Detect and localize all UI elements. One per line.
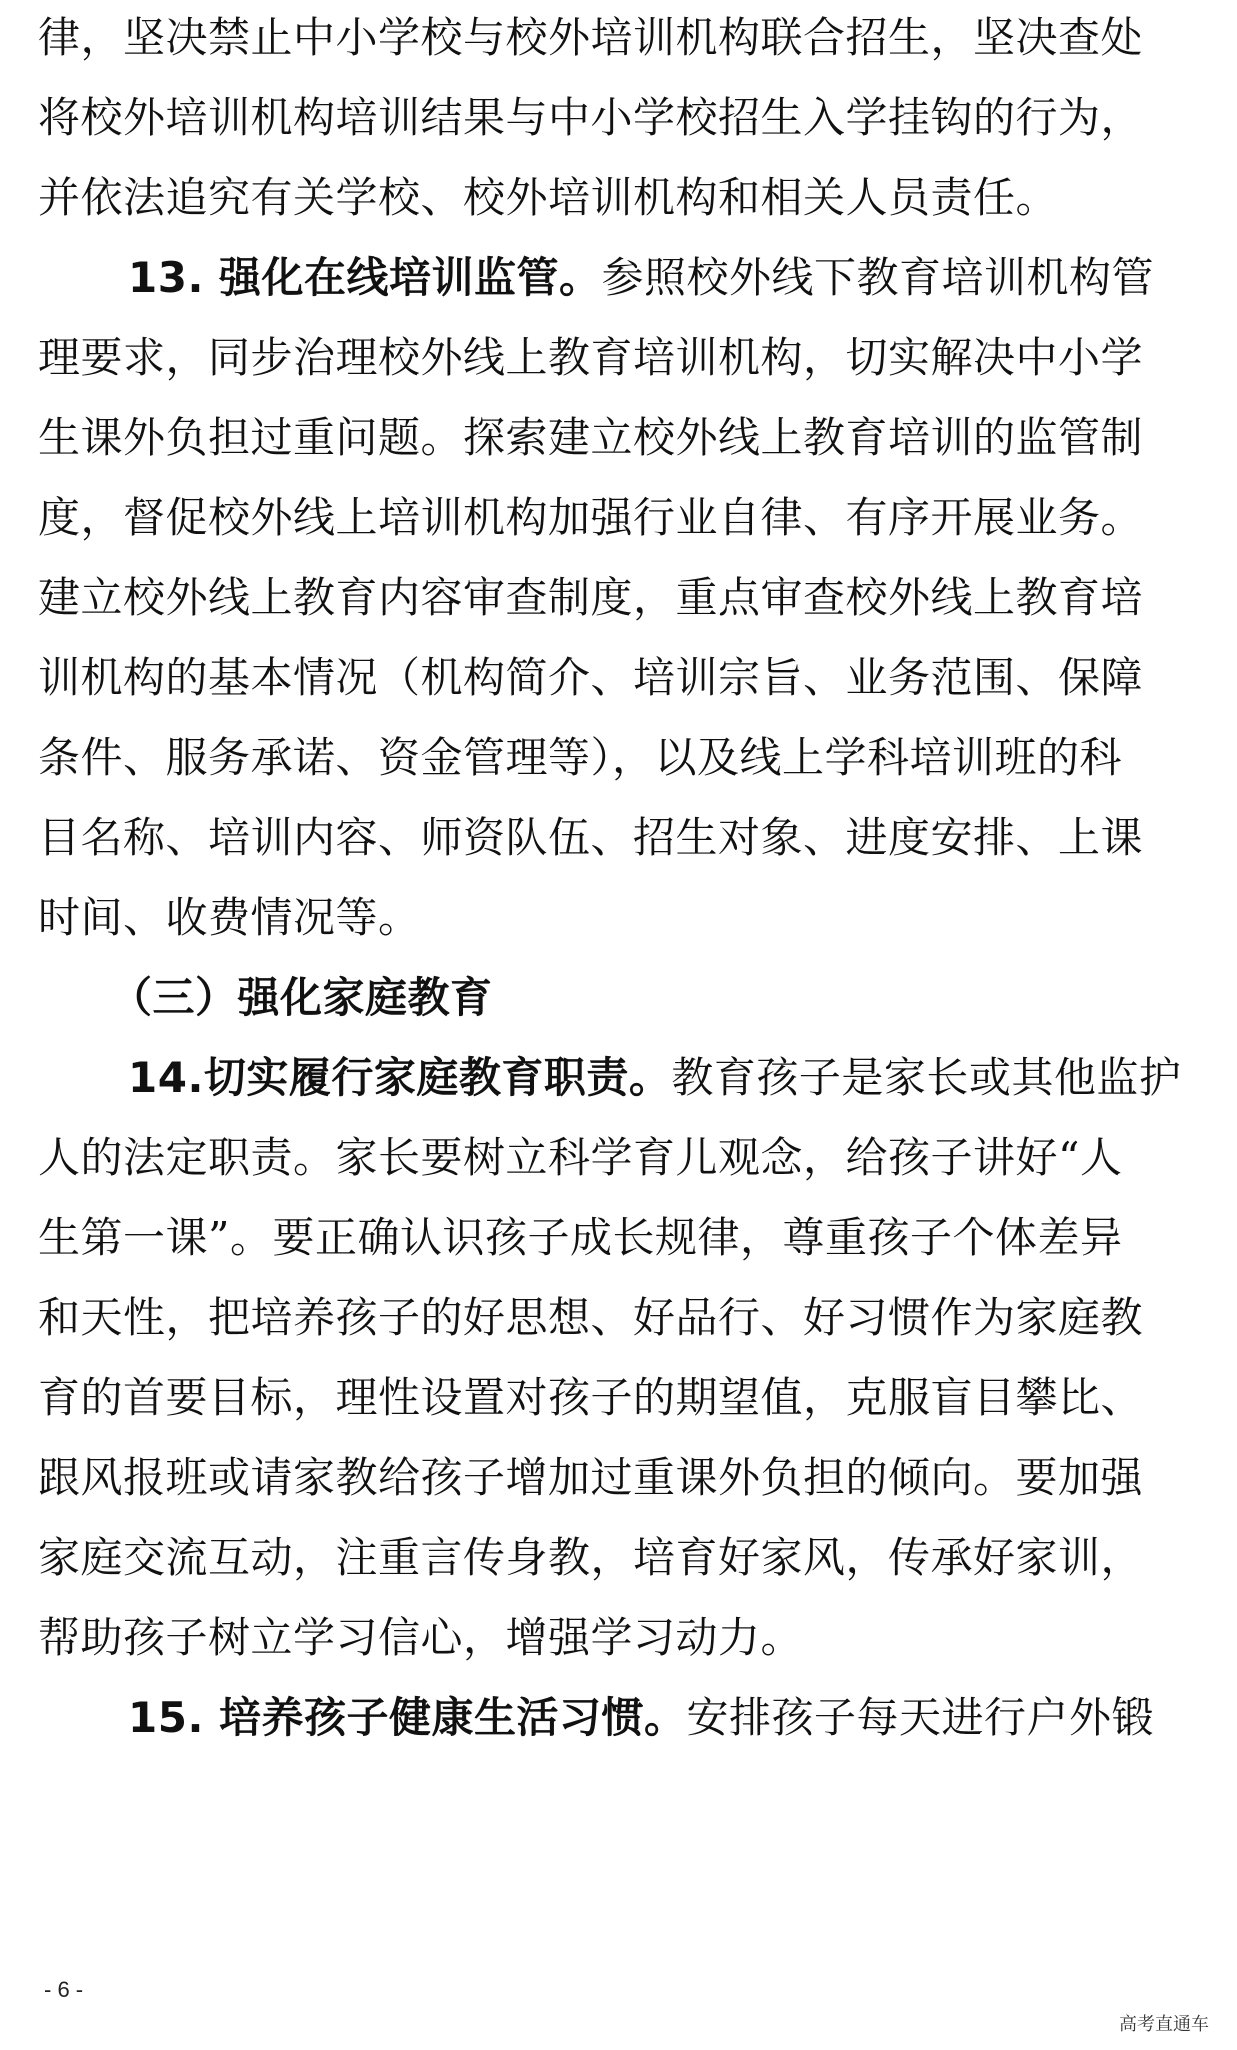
text-line: 帮助孩子树立学习信心，增强学习动力。 (38, 1613, 804, 1662)
text-line: 目名称、培训内容、师资队伍、招生对象、进度安排、上课 (38, 813, 1144, 862)
item-13-heading: 13. 强化在线培训监管。 (128, 253, 602, 302)
text-line: 和天性，把培养孩子的好思想、好品行、好习惯作为家庭教 (38, 1293, 1144, 1342)
item-14-heading: 14.切实履行家庭教育职责。 (128, 1053, 672, 1102)
item-15-first-line (128, 1682, 1208, 1754)
text-line: 训机构的基本情况（机构简介、培训宗旨、业务范围、保障 (38, 653, 1144, 702)
text-line: 生课外负担过重问题。探索建立校外线上教育培训的监管制 (38, 413, 1144, 462)
item-13-text: 参照校外线下教育培训机构管 (601, 253, 1155, 302)
item-15-heading: 15. 培养孩子健康生活习惯。 (128, 1693, 687, 1742)
item-14-first-line (128, 1042, 1208, 1114)
text-line: 将校外培训机构培训结果与中小学校招生入学挂钩的行为， (38, 93, 1144, 142)
text-line: 度，督促校外线上培训机构加强行业自律、有序开展业务。 (38, 493, 1144, 542)
text-line: 生第一课”。要正确认识孩子成长规律，尊重孩子个体差异 (38, 1213, 1123, 1262)
text-line: 条件、服务承诺、资金管理等），以及线上学科培训班的科 (38, 733, 1123, 782)
section-heading: （三）强化家庭教育 (110, 973, 493, 1022)
text-line: 人的法定职责。家长要树立科学育儿观念，给孩子讲好“人 (38, 1133, 1123, 1182)
text-line: 跟风报班或请家教给孩子增加过重课外负担的倾向。要加强 (38, 1453, 1144, 1502)
item-15-text: 安排孩子每天进行户外锻 (686, 1693, 1155, 1742)
page-number: - 6 - (44, 1977, 84, 2002)
text-line: 理要求，同步治理校外线上教育培训机构，切实解决中小学 (38, 333, 1144, 382)
text-line: 律，坚决禁止中小学校与校外培训机构联合招生，坚决查处 (38, 13, 1144, 62)
text-line: 时间、收费情况等。 (38, 893, 421, 942)
watermark-logo: 高考直通车 (1119, 2014, 1209, 2035)
text-line: 建立校外线上教育内容审查制度，重点审查校外线上教育培 (38, 573, 1144, 622)
item-14-text: 教育孩子是家长或其他监护 (671, 1053, 1182, 1102)
text-line: 家庭交流互动，注重言传身教，培育好家风，传承好家训， (38, 1533, 1144, 1582)
text-line: 并依法追究有关学校、校外培训机构和相关人员责任。 (38, 173, 1059, 222)
item-13-first-line (128, 242, 1208, 314)
text-line: 育的首要目标，理性设置对孩子的期望值，克服盲目攀比、 (38, 1373, 1144, 1422)
